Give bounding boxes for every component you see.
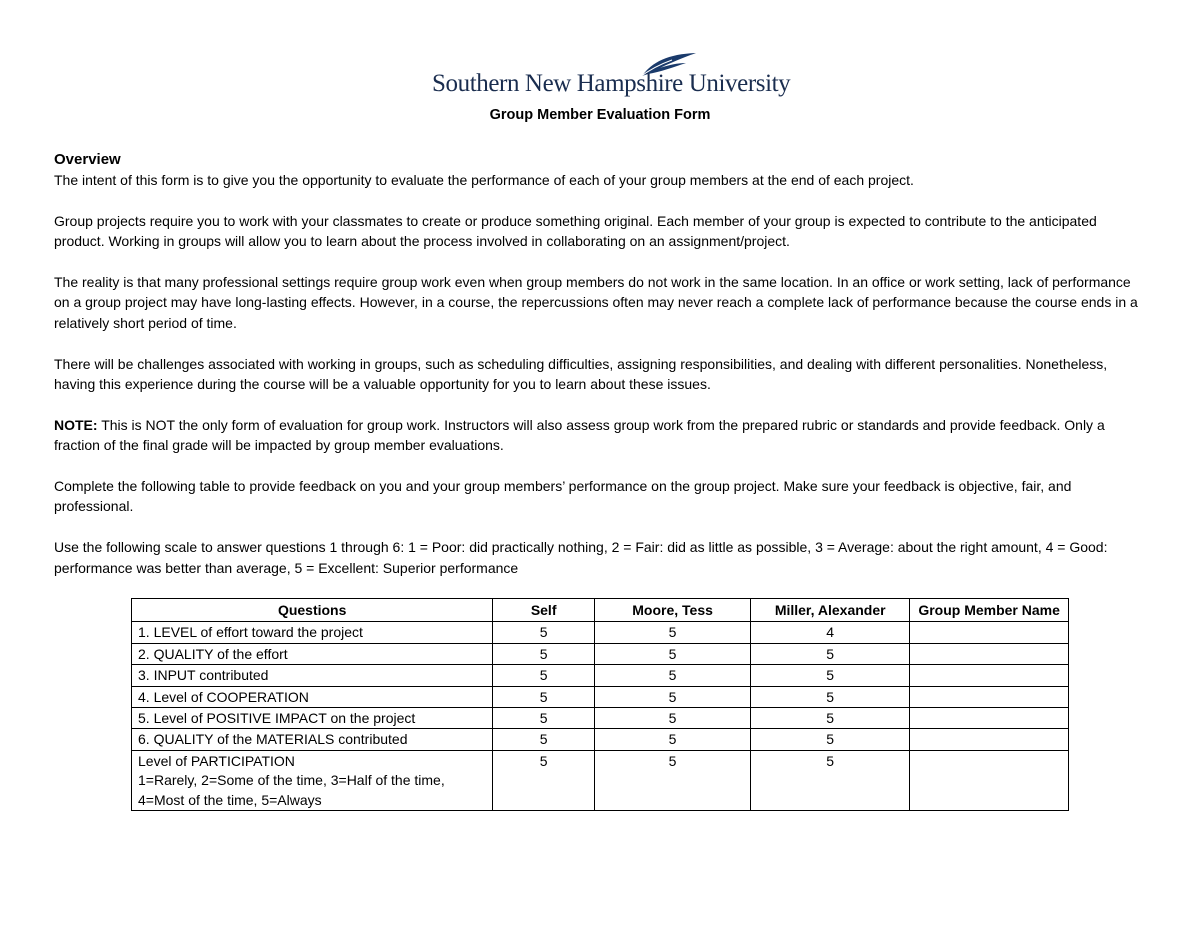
note-label: NOTE: (54, 416, 98, 433)
table-row (132, 665, 1069, 686)
self-score-cell[interactable]: 5 (493, 729, 595, 750)
moore-score-cell[interactable]: 5 (594, 643, 750, 664)
header-group-member-name: Group Member Name (910, 599, 1069, 622)
miller-score-cell[interactable]: 5 (751, 686, 910, 707)
self-score-cell[interactable]: 5 (493, 622, 595, 643)
table-row (132, 622, 1069, 643)
header-questions: Questions (132, 599, 493, 622)
self-score-cell[interactable]: 5 (493, 686, 595, 707)
miller-score-cell[interactable]: 5 (751, 708, 910, 729)
miller-score-cell[interactable]: 5 (751, 665, 910, 686)
question-cell: 5. Level of POSITIVE IMPACT on the project (132, 708, 493, 729)
table-row (132, 643, 1069, 664)
miller-score-cell[interactable]: 5 (751, 750, 910, 810)
logo-wordmark: Southern New Hampshire University (432, 70, 791, 97)
participation-question-cell (132, 750, 493, 810)
moore-score-cell[interactable]: 5 (594, 686, 750, 707)
moore-score-cell[interactable]: 5 (594, 708, 750, 729)
moore-score-cell[interactable]: 5 (594, 729, 750, 750)
self-score-cell[interactable]: 5 (493, 643, 595, 664)
note-paragraph (54, 415, 1146, 456)
university-logo (432, 52, 791, 104)
member-score-cell[interactable] (910, 729, 1069, 750)
member-score-cell[interactable] (910, 686, 1069, 707)
moore-score-cell[interactable]: 5 (594, 622, 750, 643)
note-text: This is NOT the only form of evaluation for group work. Instructors will also assess group work from the prepared rubric or standards and provide feedback. Only a fraction of the final grade will be impacted by group member evaluations. (54, 416, 1105, 454)
member-score-cell[interactable] (910, 643, 1069, 664)
participation-scale-line-1: 1=Rarely, 2=Some of the time, 3=Half of the time, (138, 772, 445, 789)
self-score-cell[interactable]: 5 (493, 750, 595, 810)
moore-score-cell[interactable]: 5 (594, 750, 750, 810)
question-cell: 4. Level of COOPERATION (132, 686, 493, 707)
self-score-cell[interactable]: 5 (493, 665, 595, 686)
paragraph-professional-settings: The reality is that many professional settings require group work even when group members do not work in the same location. In an office or work setting, lack of performance on a group project may have long-lasting effects. However, in a course, the repercussions often may never reach a complete lack of performance because the course ends in a relatively short period of time. (54, 274, 1138, 331)
miller-score-cell[interactable]: 5 (751, 729, 910, 750)
question-cell: 1. LEVEL of effort toward the project (132, 622, 493, 643)
question-cell: 2. QUALITY of the effort (132, 643, 493, 664)
member-score-cell[interactable] (910, 750, 1069, 810)
miller-score-cell[interactable]: 5 (751, 643, 910, 664)
overview-heading: Overview (54, 151, 121, 168)
table-row (132, 729, 1069, 750)
participation-scale-line-2: 4=Most of the time, 5=Always (138, 791, 322, 808)
table-row (132, 686, 1069, 707)
moore-score-cell[interactable]: 5 (594, 665, 750, 686)
overview-intro: The intent of this form is to give you the opportunity to evaluate the performance of each of your group members at the end of each project. (54, 172, 914, 188)
table-row (132, 708, 1069, 729)
member-score-cell[interactable] (910, 622, 1069, 643)
self-score-cell[interactable]: 5 (493, 708, 595, 729)
instructions-paragraph: Complete the following table to provide feedback on you and your group members’ performance on the group project. Make sure your feedback is objective, fair, and professional. (54, 478, 1072, 515)
paragraph-challenges: There will be challenges associated with working in groups, such as scheduling difficulties, assigning responsibilities, and dealing with different personalities. Nonetheless, having this experience during the course will be a valuable opportunity for you to learn about these issues. (54, 355, 1108, 393)
header-self: Self (493, 599, 595, 622)
overview-section (54, 150, 1146, 598)
form-title: Group Member Evaluation Form (489, 107, 711, 123)
question-cell: 3. INPUT contributed (132, 665, 493, 686)
participation-label: Level of PARTICIPATION (138, 752, 295, 769)
scale-paragraph: Use the following scale to answer questions 1 through 6: 1 = Poor: did practically nothing, 2 = Fair: did as little as possible, 3 = Average: about the right amount, 4 = Good: performance was better than average, 5 = Excellent: Superior performance (54, 539, 1108, 576)
member-score-cell[interactable] (910, 708, 1069, 729)
participation-row (132, 750, 1069, 810)
miller-score-cell[interactable]: 4 (751, 622, 910, 643)
member-score-cell[interactable] (910, 665, 1069, 686)
table-header-row (132, 599, 1069, 622)
evaluation-table (131, 598, 1069, 811)
header-moore-tess: Moore, Tess (594, 599, 750, 622)
paragraph-group-projects: Group projects require you to work with your classmates to create or produce something original. Each member of your group is expected to contribute to the anticipated product. Working in groups will allow you to learn about the process involved in collaborating on an assignment/project. (54, 212, 1097, 250)
header-miller-alexander: Miller, Alexander (751, 599, 910, 622)
question-cell: 6. QUALITY of the MATERIALS contributed (132, 729, 493, 750)
